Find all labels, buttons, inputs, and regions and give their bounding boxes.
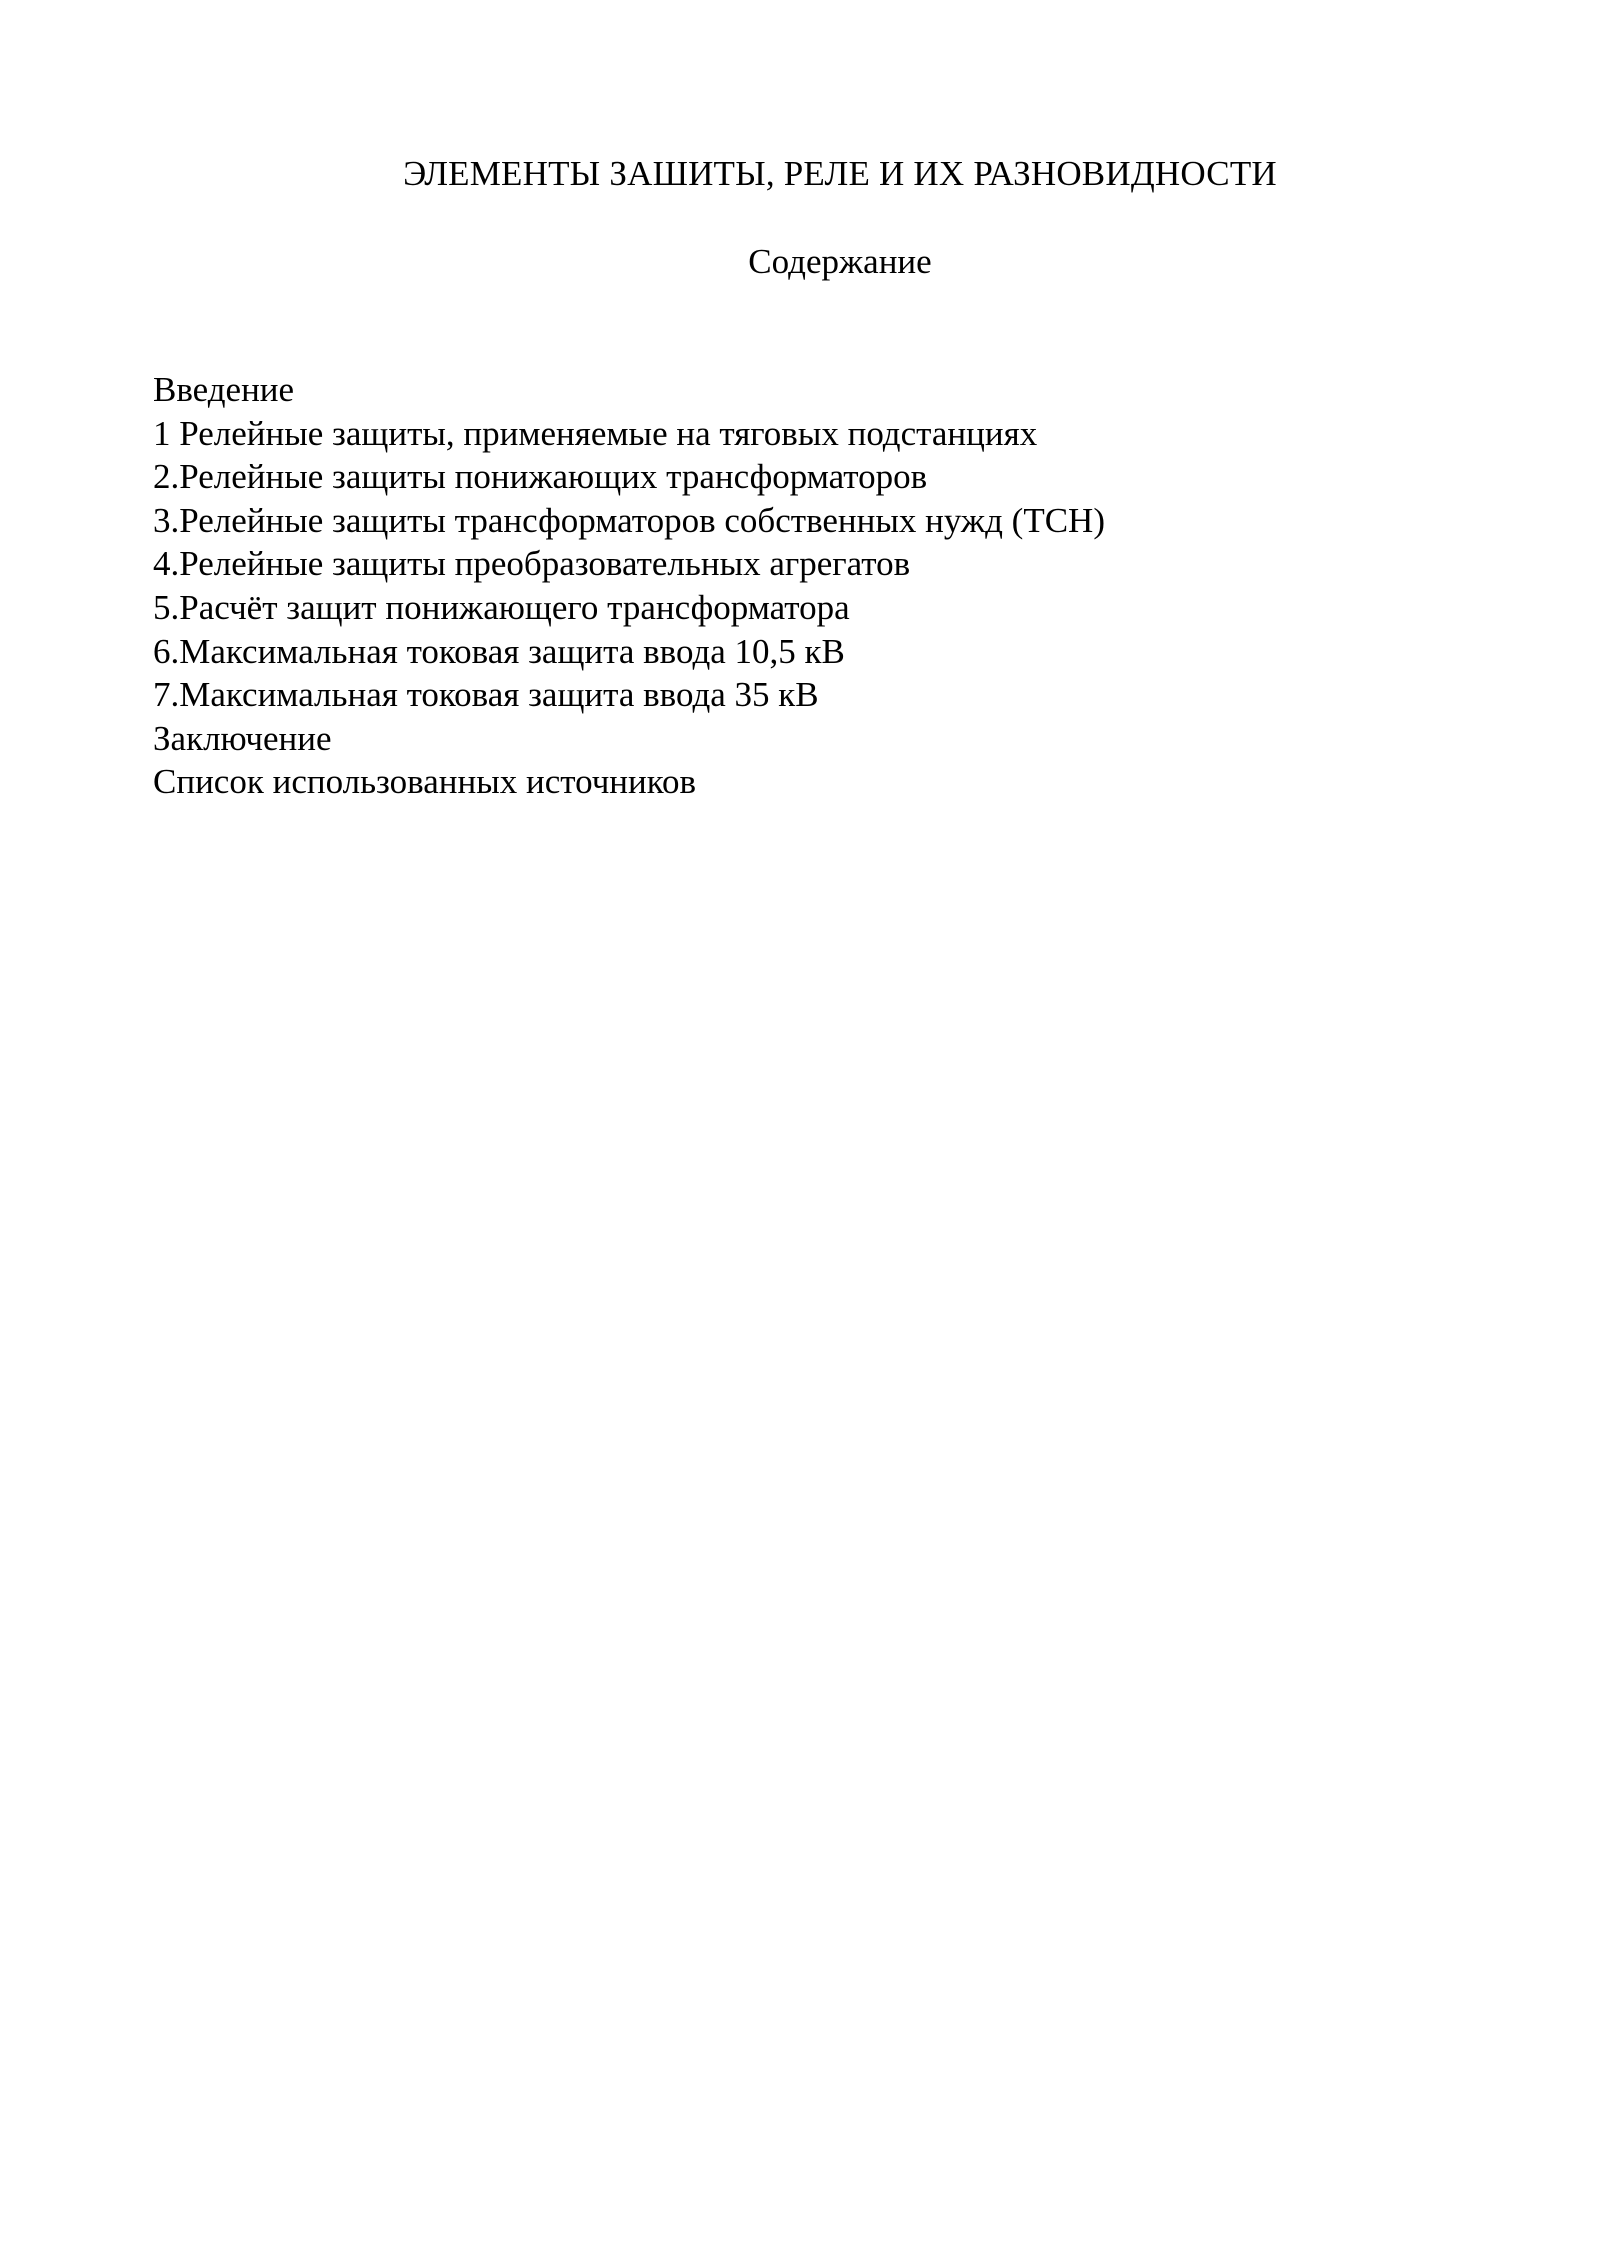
toc-item-section-7: 7.Максимальная токовая защита ввода 35 кВ bbox=[153, 675, 819, 715]
toc-item-section-2: 2.Релейные защиты понижающих трансформаторов bbox=[153, 457, 928, 497]
toc-item-introduction: Введение bbox=[153, 370, 295, 409]
toc-heading: Содержание bbox=[748, 242, 932, 281]
toc-item-section-4: 4.Релейные защиты преобразовательных агрегатов bbox=[153, 544, 911, 584]
toc-item-section-1: 1 Релейные защиты, применяемые на тяговых подстанциях bbox=[153, 413, 1038, 453]
toc-item-conclusion: Заключение bbox=[153, 718, 332, 758]
document-title: ЭЛЕМЕНТЫ ЗАШИТЫ, РЕЛЕ И ИХ РАЗНОВИДНОСТИ bbox=[403, 154, 1277, 193]
toc-item-section-3: 3.Релейные защиты трансформаторов собственных нужд (ТСН) bbox=[153, 500, 1105, 540]
toc-item-section-5: 5.Расчёт защит понижающего трансформатора bbox=[153, 587, 850, 627]
toc-item-section-6: 6.Максимальная токовая защита ввода 10,5 кВ bbox=[153, 631, 845, 671]
table-of-contents bbox=[153, 368, 1105, 804]
toc-item-references: Список использованных источников bbox=[153, 762, 697, 802]
